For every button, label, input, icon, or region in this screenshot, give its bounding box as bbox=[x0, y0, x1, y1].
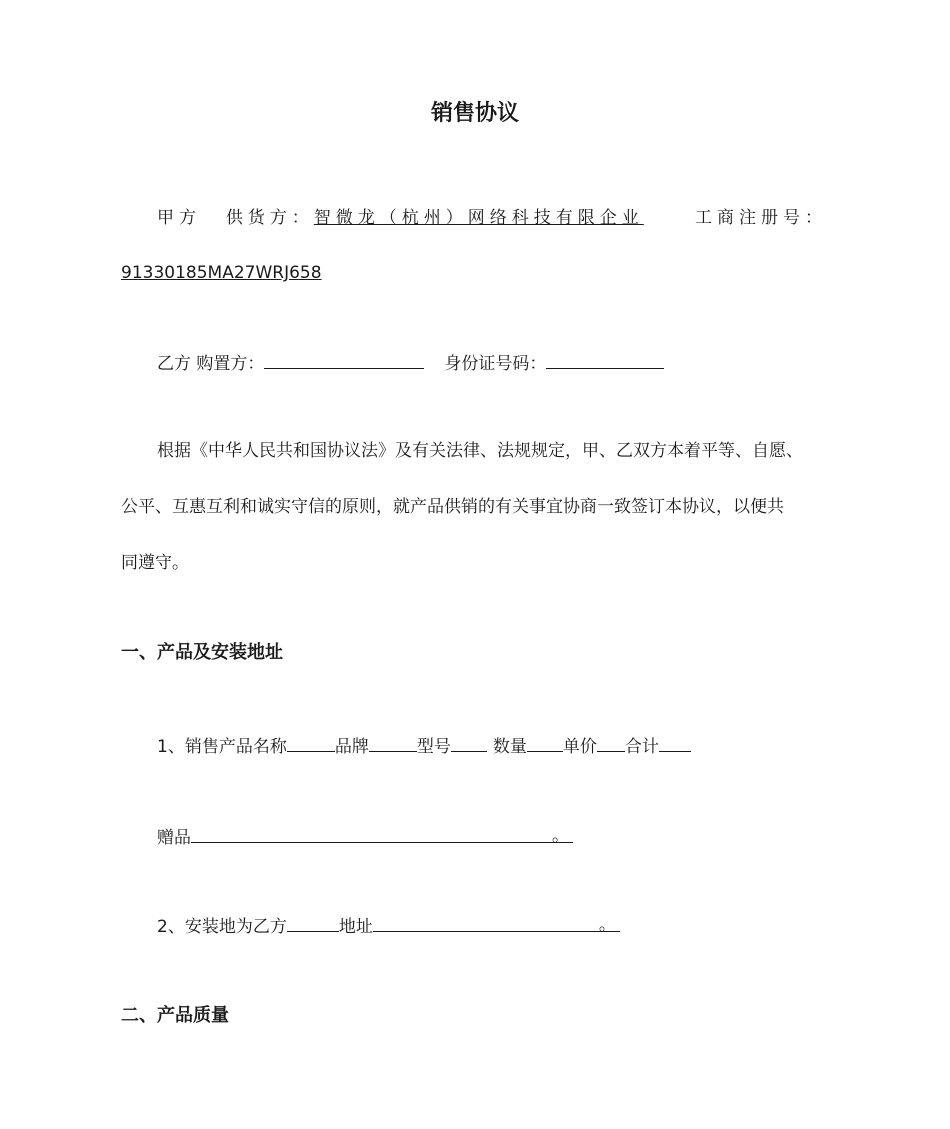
gift-end: 。 bbox=[552, 826, 569, 846]
item-1-prefix: 1、销售产品名称 bbox=[157, 737, 287, 757]
party-a-line bbox=[157, 207, 644, 229]
item-2-prefix: 2、安装地为乙方 bbox=[157, 917, 287, 937]
id-label: 身份证号码： bbox=[444, 354, 547, 374]
brand-blank[interactable] bbox=[369, 735, 417, 752]
gift-label: 赠品 bbox=[157, 828, 191, 848]
total-label: 合计 bbox=[624, 737, 659, 757]
preamble-line-2: 公平、互惠互利和诚实守信的原则，就产品供销的有关事宜协商一致签订本协议，以便共 bbox=[121, 497, 784, 517]
preamble-line-1: 根据《中华人民共和国协议法》及有关法律、法规规定，甲、乙双方本着平等、自愿、 bbox=[157, 441, 803, 461]
party-b-label: 乙方 bbox=[157, 354, 191, 374]
buyer-label: 购置方： bbox=[196, 354, 265, 374]
price-blank[interactable] bbox=[597, 735, 625, 752]
section-2-heading: 二、产品质量 bbox=[121, 1005, 229, 1026]
brand-label: 品牌 bbox=[334, 737, 369, 757]
qty-label: 数量 bbox=[492, 737, 527, 757]
price-label: 单价 bbox=[562, 737, 597, 757]
section-1-heading: 一、产品及安装地址 bbox=[121, 642, 283, 663]
gift-line bbox=[157, 825, 573, 849]
addr-end: 。 bbox=[598, 915, 616, 935]
reg-label: 工商注册号： bbox=[695, 208, 827, 228]
supplier-label: 供货方： bbox=[225, 208, 314, 228]
reg-number: 91330185MA27WRJ658 bbox=[121, 263, 322, 283]
buyer-blank[interactable] bbox=[264, 352, 424, 369]
model-label: 型号 bbox=[416, 737, 451, 757]
gift-blank[interactable] bbox=[191, 825, 573, 846]
id-number-blank[interactable] bbox=[546, 352, 664, 369]
supplier-name: 智微龙（杭州）网络科技有限企业 bbox=[313, 208, 644, 228]
total-blank[interactable] bbox=[659, 735, 691, 752]
model-blank[interactable] bbox=[451, 735, 487, 752]
product-name-blank[interactable] bbox=[287, 735, 335, 752]
qty-blank[interactable] bbox=[527, 735, 563, 752]
document-title: 销售协议 bbox=[430, 101, 519, 126]
item-2-line bbox=[157, 914, 620, 938]
party-a-label: 甲方 bbox=[157, 208, 201, 228]
party-b-line bbox=[157, 352, 664, 375]
addr-label: 地址 bbox=[338, 917, 373, 937]
install-party-blank[interactable] bbox=[287, 915, 339, 932]
item-1-line bbox=[157, 735, 691, 758]
preamble-line-3: 同遵守。 bbox=[121, 553, 189, 573]
address-blank[interactable] bbox=[373, 914, 620, 935]
